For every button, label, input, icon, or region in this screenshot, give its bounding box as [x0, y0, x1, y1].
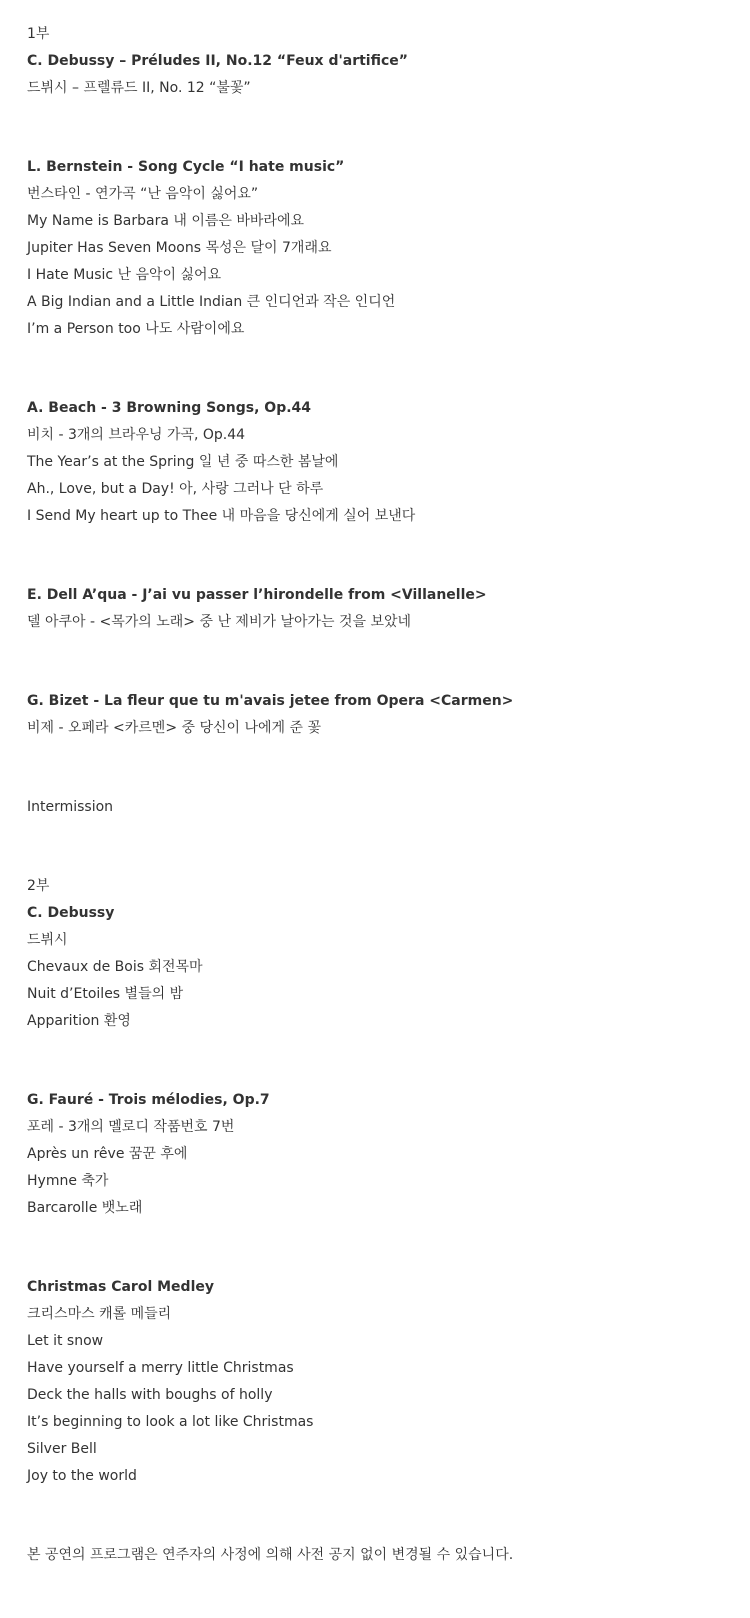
program-line: Have yourself a merry little Christmas — [27, 1360, 294, 1376]
concert-program — [27, 21, 727, 1569]
spacer — [27, 636, 727, 662]
spacer — [27, 1035, 727, 1061]
spacer — [27, 847, 727, 873]
program-line: My Name is Barbara 내 이름은 바바라에요 — [27, 213, 305, 229]
program-line: 포레 - 3개의 멜로디 작품번호 7번 — [27, 1119, 235, 1135]
program-line: I Send My heart up to Thee 내 마음을 당신에게 실어 보낸다 — [27, 508, 416, 524]
program-line: It’s beginning to look a lot like Christmas — [27, 1414, 314, 1430]
program-line: I’m a Person too 나도 사람이에요 — [27, 321, 245, 337]
program-line: Hymne 축가 — [27, 1173, 109, 1189]
piece-title: C. Debussy — [27, 905, 115, 921]
spacer — [27, 821, 727, 847]
program-line: Silver Bell — [27, 1441, 97, 1457]
program-line: Let it snow — [27, 1333, 104, 1349]
piece-title: L. Bernstein - Song Cycle “I hate music” — [27, 159, 345, 175]
spacer — [27, 1248, 727, 1274]
spacer — [27, 369, 727, 395]
piece-title: G. Bizet - La fleur que tu m'avais jetee from Opera <Carmen> — [27, 693, 514, 709]
program-line: 드뷔시 — [27, 932, 68, 948]
piece-title: A. Beach - 3 Browning Songs, Op.44 — [27, 400, 312, 416]
spacer — [27, 343, 727, 369]
spacer — [27, 1516, 727, 1542]
program-line: Nuit d’Etoiles 별들의 밤 — [27, 986, 184, 1002]
program-line: 드뷔시 – 프렐류드 II, No. 12 “불꽃” — [27, 80, 251, 96]
spacer — [27, 128, 727, 154]
program-line: I Hate Music 난 음악이 싫어요 — [27, 267, 222, 283]
spacer — [27, 1222, 727, 1248]
program-line: 비치 - 3개의 브라우닝 가곡, Op.44 — [27, 427, 246, 443]
spacer — [27, 102, 727, 128]
program-line: 1부 — [27, 26, 50, 42]
piece-title: C. Debussy – Préludes II, No.12 “Feux d'artifice” — [27, 53, 408, 69]
spacer — [27, 662, 727, 688]
program-line: The Year’s at the Spring 일 년 중 따스한 봄날에 — [27, 454, 339, 470]
spacer — [27, 742, 727, 768]
program-line: 비제 - 오페라 <카르멘> 중 당신이 나에게 준 꽃 — [27, 720, 322, 736]
program-line: 번스타인 - 연가곡 “난 음악이 싫어요” — [27, 186, 259, 202]
piece-title: Christmas Carol Medley — [27, 1279, 214, 1295]
program-line: 델 아쿠아 - <목가의 노래> 중 난 제비가 날아가는 것을 보았네 — [27, 614, 412, 630]
program-line: Chevaux de Bois 회전목마 — [27, 959, 203, 975]
spacer — [27, 768, 727, 794]
program-line: 본 공연의 프로그램은 연주자의 사정에 의해 사전 공지 없이 변경될 수 있습니다. — [27, 1547, 514, 1563]
piece-title: E. Dell A’qua - J’ai vu passer l’hirondelle from <Villanelle> — [27, 587, 487, 603]
program-line: Après un rêve 꿈꾼 후에 — [27, 1146, 188, 1162]
program-line: Intermission — [27, 799, 114, 815]
spacer — [27, 1490, 727, 1516]
program-line: Ah., Love, but a Day! 아, 사랑 그러나 단 하루 — [27, 481, 324, 497]
program-line: 2부 — [27, 878, 50, 894]
program-line: Deck the halls with boughs of holly — [27, 1387, 273, 1403]
spacer — [27, 1061, 727, 1087]
program-line: Apparition 환영 — [27, 1013, 131, 1029]
spacer — [27, 530, 727, 556]
program-line: Jupiter Has Seven Moons 목성은 달이 7개래요 — [27, 240, 332, 256]
program-line: 크리스마스 캐롤 메들리 — [27, 1306, 172, 1322]
program-line: Joy to the world — [27, 1468, 137, 1484]
program-line: A Big Indian and a Little Indian 큰 인디언과 작은 인디언 — [27, 294, 396, 310]
program-line: Barcarolle 뱃노래 — [27, 1200, 143, 1216]
piece-title: G. Fauré - Trois mélodies, Op.7 — [27, 1092, 270, 1108]
spacer — [27, 556, 727, 582]
